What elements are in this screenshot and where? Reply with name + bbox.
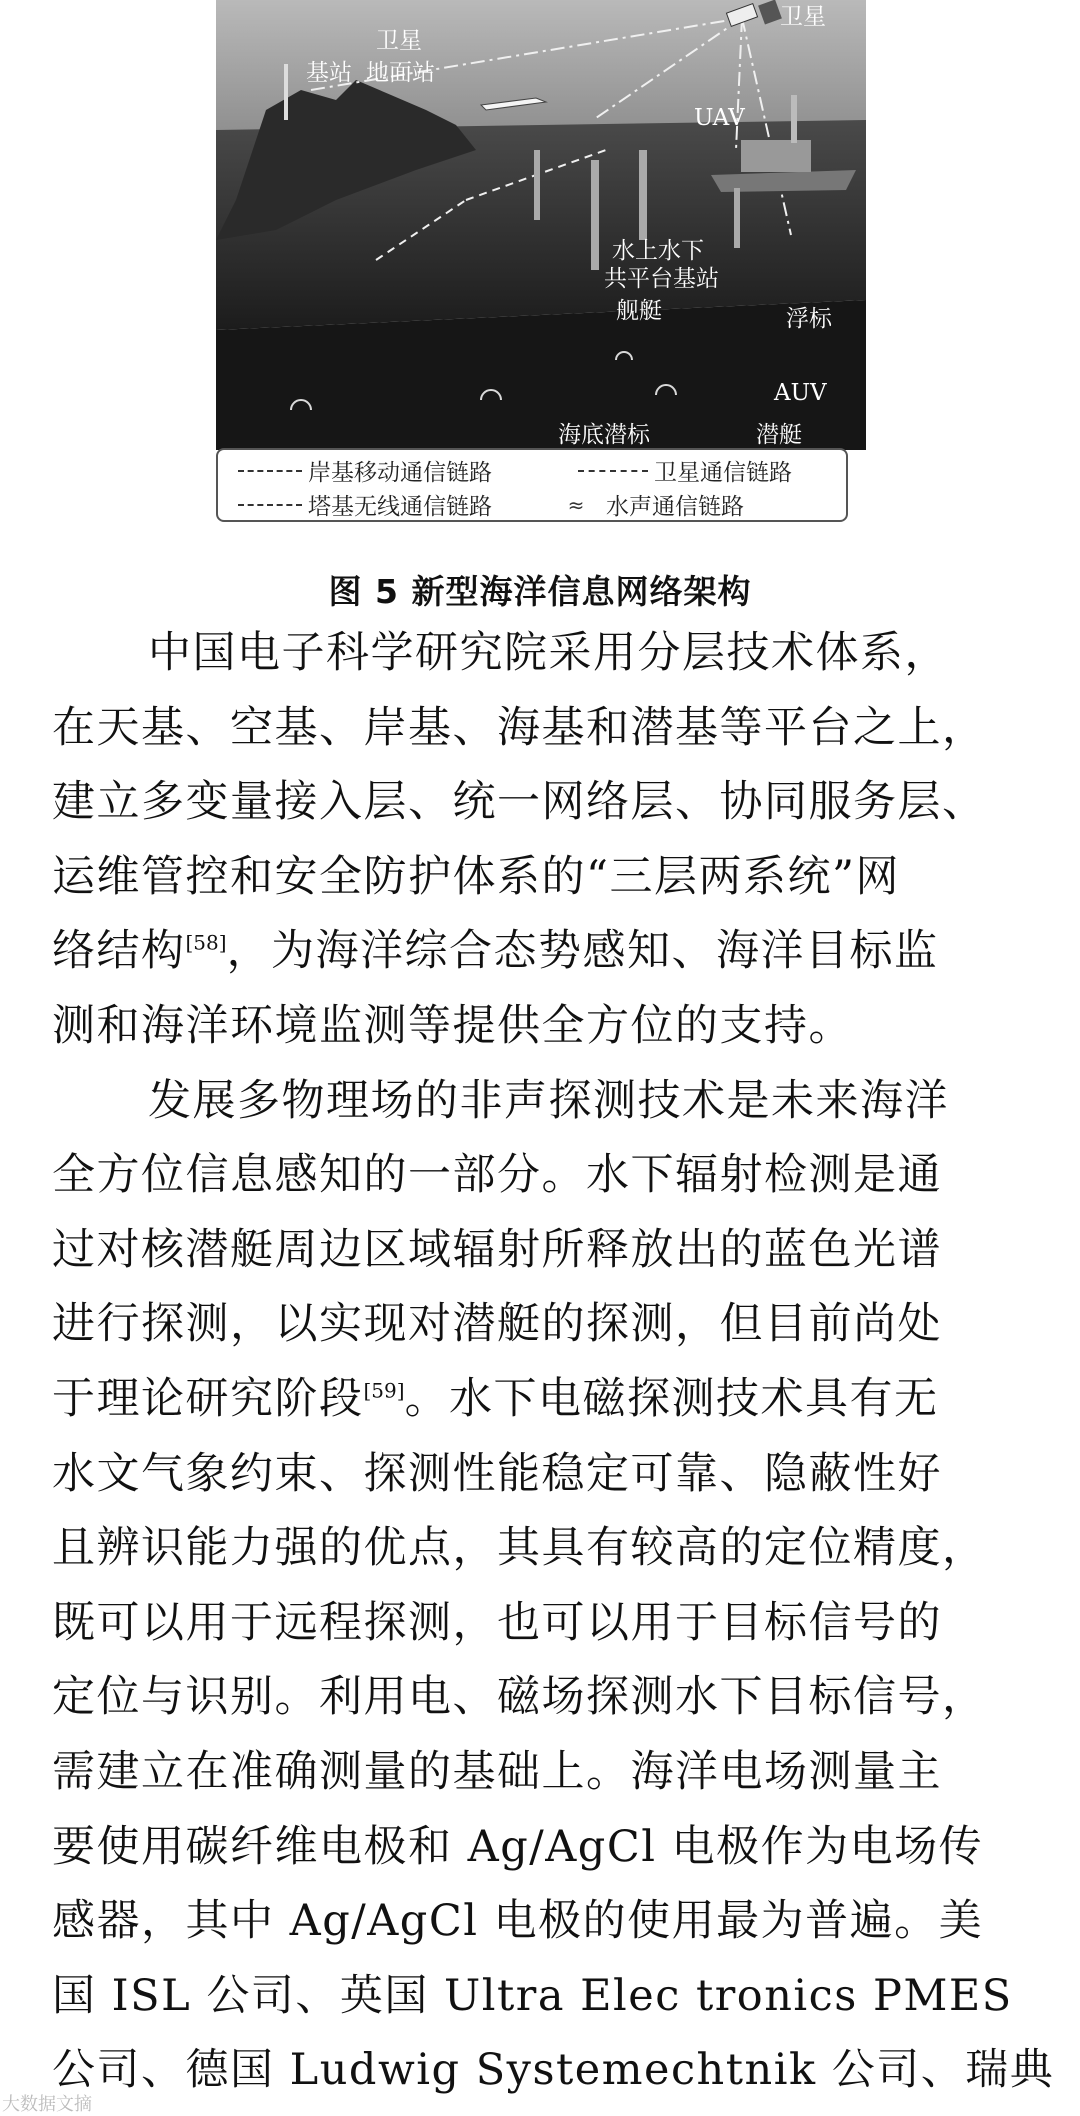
text-line: 公司、德国 Ludwig Systemechtnik 公司、瑞典 (52, 2045, 1055, 2096)
watermark-logo: 大数据文摘 (2, 2094, 92, 2115)
text-line: 建立多变量接入层、统一网络层、协同服务层、 (52, 777, 987, 828)
legend-label: 塔基无线通信链路 (308, 494, 492, 520)
citation-58[interactable]: [58] (185, 931, 227, 956)
text-line: 既可以用于远程探测，也可以用于目标信号的 (52, 1597, 942, 1648)
text-line: 发展多物理场的非声探测技术是未来海洋 (148, 1075, 949, 1126)
label-buoy: 浮标 (786, 306, 832, 332)
citation-59[interactable]: [59] (363, 1378, 405, 1403)
text-segment: 络结构 (52, 926, 186, 977)
text-line: 在天基、空基、岸基、海基和潜基等平台之上， (52, 702, 987, 753)
text-line: 且辨识能力强的优点，其具有较高的定位精度， (52, 1523, 987, 1574)
label-satellite-top: 卫星 (780, 4, 826, 30)
text-line (52, 914, 1042, 989)
label-platform-2: 共平台基站 (604, 266, 719, 292)
label-submarine: 潜艇 (756, 422, 802, 448)
label-uav: UAV (694, 105, 745, 131)
sonar-wave-icon: ≈ (567, 492, 585, 517)
text-line: 过对核潜艇周边区域辐射所释放出的蓝色光谱 (52, 1224, 942, 1275)
text-line: 进行探测，以实现对潜艇的探测，但目前尚处 (52, 1299, 942, 1350)
base-station-tower (284, 64, 288, 120)
text-line: 测和海洋环境监测等提供全方位的支持。 (52, 1000, 853, 1051)
label-platform-1: 水上水下 (612, 238, 704, 264)
text-line: 水文气象约束、探测性能稳定可靠、隐蔽性好 (52, 1448, 942, 1499)
label-base-station: 基站 (306, 60, 352, 86)
text-line: 中国电子科学研究院采用分层技术体系， (148, 628, 949, 678)
text-line: 运维管控和安全防护体系的“三层两系统”网 (52, 851, 900, 902)
legend-label: 岸基移动通信链路 (308, 460, 492, 486)
text-segment: ，为海洋综合态势感知、海洋目标监 (226, 926, 939, 977)
dash-dot-dot-line-icon (238, 504, 302, 506)
legend-label: 水声通信链路 (606, 494, 744, 520)
text-line: 要使用碳纤维电极和 Ag/AgCl 电极作为电场传 (52, 1821, 984, 1872)
text-line: 国 ISL 公司、英国 Ultra Elec tronics PMES (52, 1970, 1013, 2021)
legend-item-shore (238, 454, 492, 487)
text-line: 全方位信息感知的一部分。水下辐射检测是通 (52, 1150, 942, 1201)
legend-label: 卫星通信链路 (654, 460, 792, 486)
figure-caption: 图 5 新型海洋信息网络架构 (328, 572, 752, 611)
dash-dot-line-icon (578, 470, 648, 472)
text-line (52, 1362, 1042, 1437)
figure (216, 0, 866, 528)
text-segment: 。水下电磁探测技术具有无 (404, 1373, 939, 1424)
text-segment: 于理论研究阶段 (52, 1373, 364, 1424)
legend-item-satellite (578, 454, 792, 487)
ocean-network-illustration (216, 0, 866, 450)
figure-legend (216, 448, 848, 522)
article-body (52, 616, 1055, 2108)
label-ground-station: 地面站 (366, 60, 435, 86)
label-seabed-buoy: 海底潜标 (558, 422, 650, 448)
label-ship: 舰艇 (616, 298, 662, 324)
label-satellite-ground: 卫星 (376, 28, 422, 54)
dashed-line-icon (238, 470, 302, 472)
text-line: 定位与识别。利用电、磁场探测水下目标信号， (52, 1672, 987, 1723)
legend-item-tower (238, 488, 492, 521)
text-line: 感器，其中 Ag/AgCl 电极的使用最为普遍。美 (52, 1896, 984, 1947)
legend-item-acoustic (558, 488, 744, 521)
text-line: 需建立在准确测量的基础上。海洋电场测量主 (52, 1746, 942, 1797)
label-auv: AUV (774, 380, 827, 406)
